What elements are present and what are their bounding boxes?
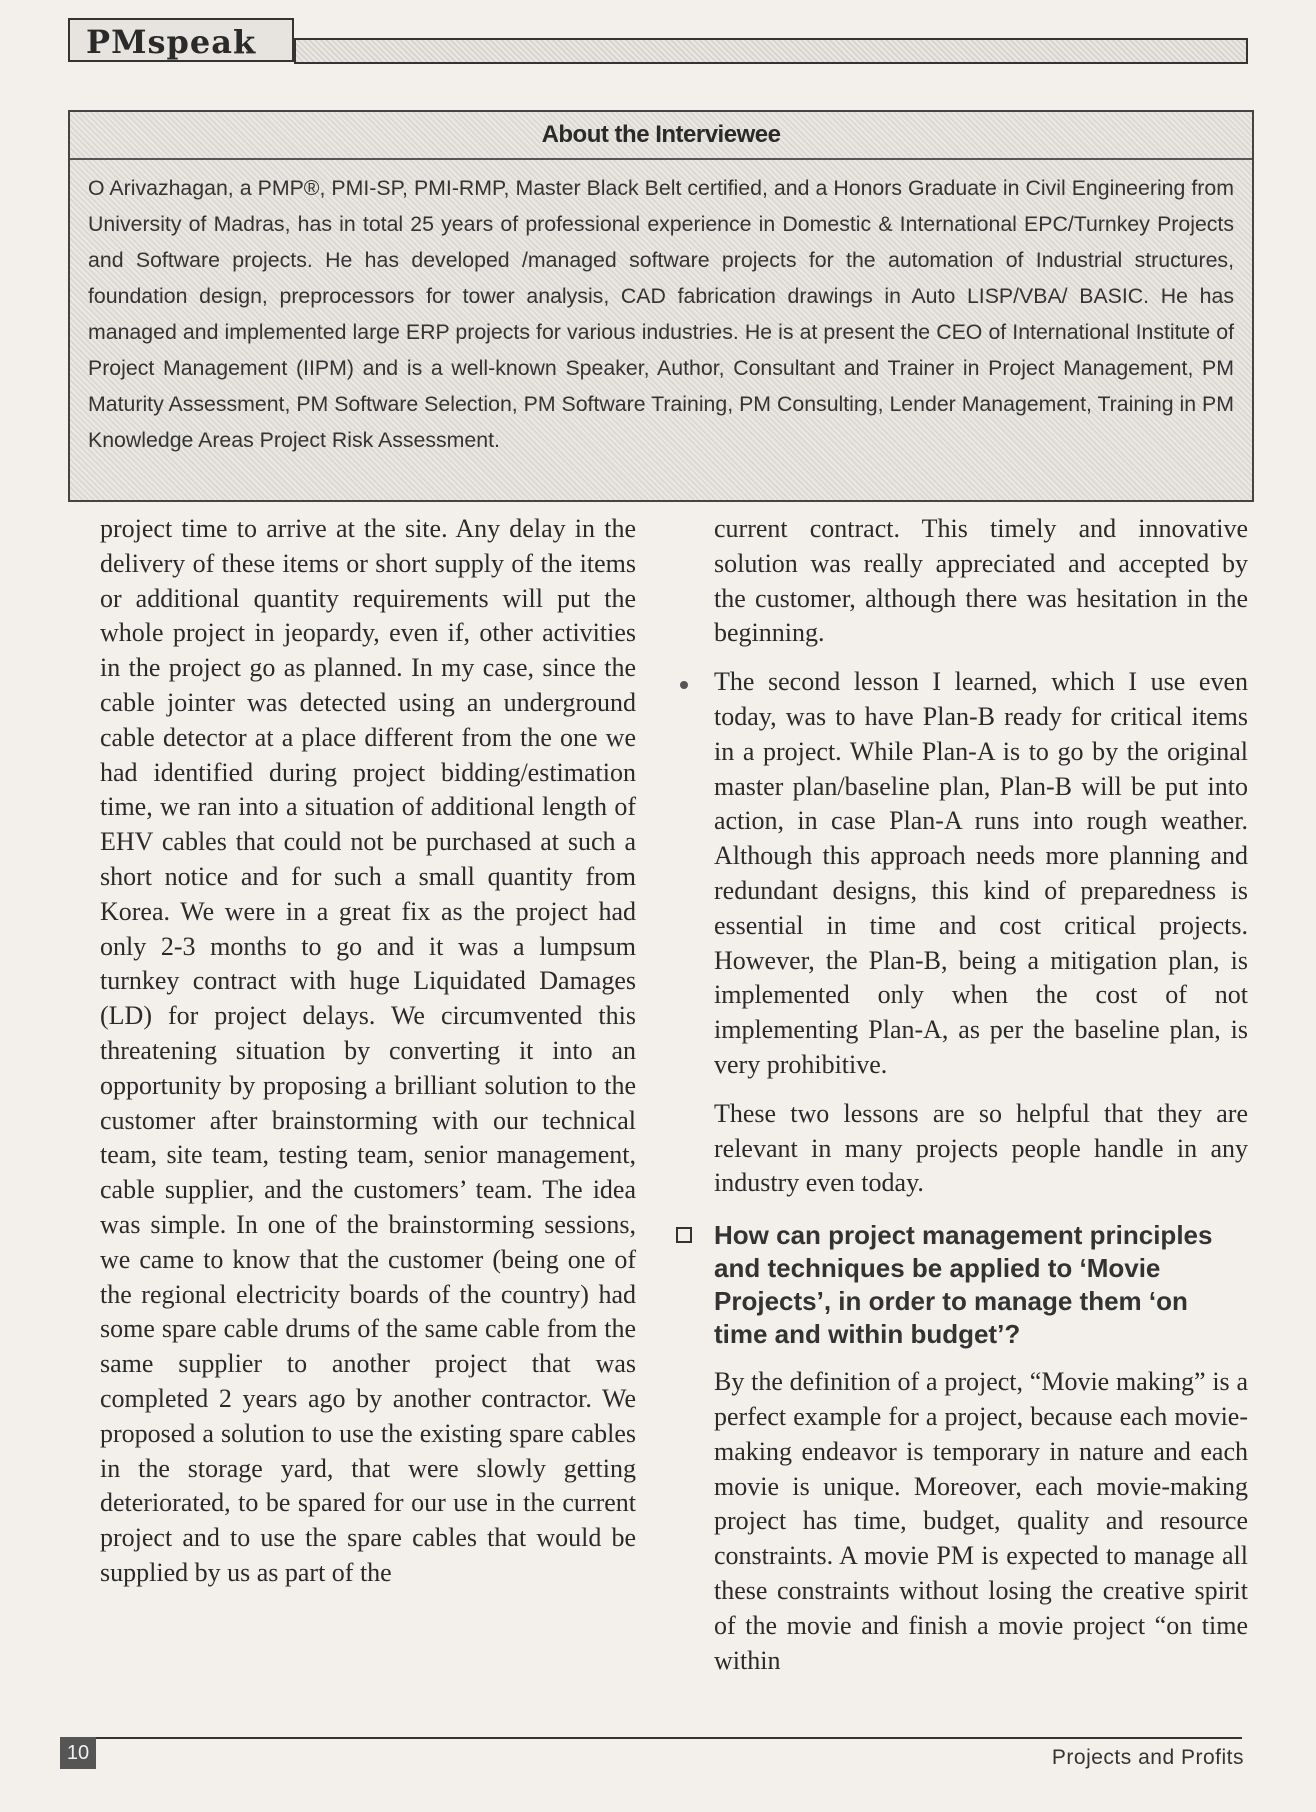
bullet-item	[714, 665, 1248, 1083]
bullet-dot-icon	[680, 681, 688, 689]
header-hatched-bar	[294, 38, 1248, 64]
journal-name: Projects and Profits	[1051, 1746, 1244, 1769]
summary-paragraph: These two lessons are so helpful that they are relevant in many projects people handle in any industry even today.	[714, 1098, 1248, 1198]
right-column	[714, 512, 1248, 1678]
continuation-paragraph: current contract. This timely and innovative solution was really appreciated and accepted by the customer, although there was hesitation in the beginning.	[714, 514, 1248, 648]
footer-rule	[60, 1737, 1242, 1739]
left-column	[100, 512, 636, 1591]
checkbox-square-icon	[676, 1227, 692, 1243]
section-header	[68, 18, 1248, 66]
about-title: About the Interviewee	[70, 112, 1252, 160]
about-interviewee-box	[68, 110, 1254, 502]
bullet-text: The second lesson I learned, which I use even today, was to have Plan-B ready for critical items in a project. While Plan-A is to go by the original master plan/baseline plan, Plan-B will be put into action, in case Plan-A runs into rough weather. Although this approach needs more planning and redundant designs, this kind of preparedness is essential in time and cost critical projects. However, the Plan-B, being a mitigation plan, is implemented only when the cost of not implementing Plan-A, as per the baseline plan, is very prohibitive.	[714, 667, 1248, 1079]
answer-paragraph: By the definition of a project, “Movie making” is a perfect example for a project, because each movie-making endeavor is temporary in nature and each movie is unique. Moreover, each movie-making project has time, budget, quality and resource constraints. A movie PM is expected to manage all these constraints without losing the creative spirit of the movie and finish a movie project “on time within	[714, 1367, 1248, 1675]
question-heading	[714, 1219, 1248, 1351]
left-column-text: project time to arrive at the site. Any delay in the delivery of these items or short supply of the items or additional quantity requirements will put the whole project in jeopardy, even if, other activities in the project go as planned. In my case, since the cable jointer was detected using an underground cable detector at a place different from the one we had identified during project bidding/estimation time, we ran into a situation of additional length of EHV cables that could not be purchased at such a short notice and for such a small quantity from Korea. We were in a great fix as the project had only 2-3 months to go and it was a lumpsum turnkey contract with huge Liquidated Damages (LD) for project delays. We circumvented this threatening situation by converting it into an opportunity by proposing a brilliant solution to the customer after brainstorming with our technical team, site team, testing team, senior management, cable supplier, and the customers’ team. The idea was simple. In one of the brainstorming sessions, we came to know that the customer (being one of the regional electricity boards of the country) had some spare cable drums of the same cable from the same supplier to another project that was completed 2 years ago by another contractor. We proposed a solution to use the existing spare cables in the storage yard, that were slowly getting deteriorated, to be spared for our use in the current project and to use the spare cables that would be supplied by us as part of the	[100, 514, 636, 1587]
question-text: How can project management principles and techniques be applied to ‘Movie Projects’, in order to manage them ‘on time and within budget’?	[714, 1220, 1213, 1350]
about-body: O Arivazhagan, a PMP®, PMI-SP, PMI-RMP, Master Black Belt certified, and a Honors Graduate in Civil Engineering from University of Madras, has in total 25 years of professional experience in Domestic & International EPC/Turnkey Projects and Software projects. He has developed /managed software projects for the automation of Industrial structures, foundation design, preprocessors for tower analysis, CAD fabrication drawings in Auto LISP/VBA/ BASIC. He has managed and implemented large ERP projects for various industries. He is at present the CEO of International Institute of Project Management (IIPM) and is a well-known Speaker, Author, Consultant and Trainer in Project Management, PM Maturity Assessment, PM Software Selection, PM Software Training, PM Consulting, Lender Management, Training in PM Knowledge Areas Project Risk Assessment.	[88, 176, 1234, 452]
page-number: 10	[60, 1737, 96, 1769]
section-title: PMspeak	[68, 18, 294, 62]
